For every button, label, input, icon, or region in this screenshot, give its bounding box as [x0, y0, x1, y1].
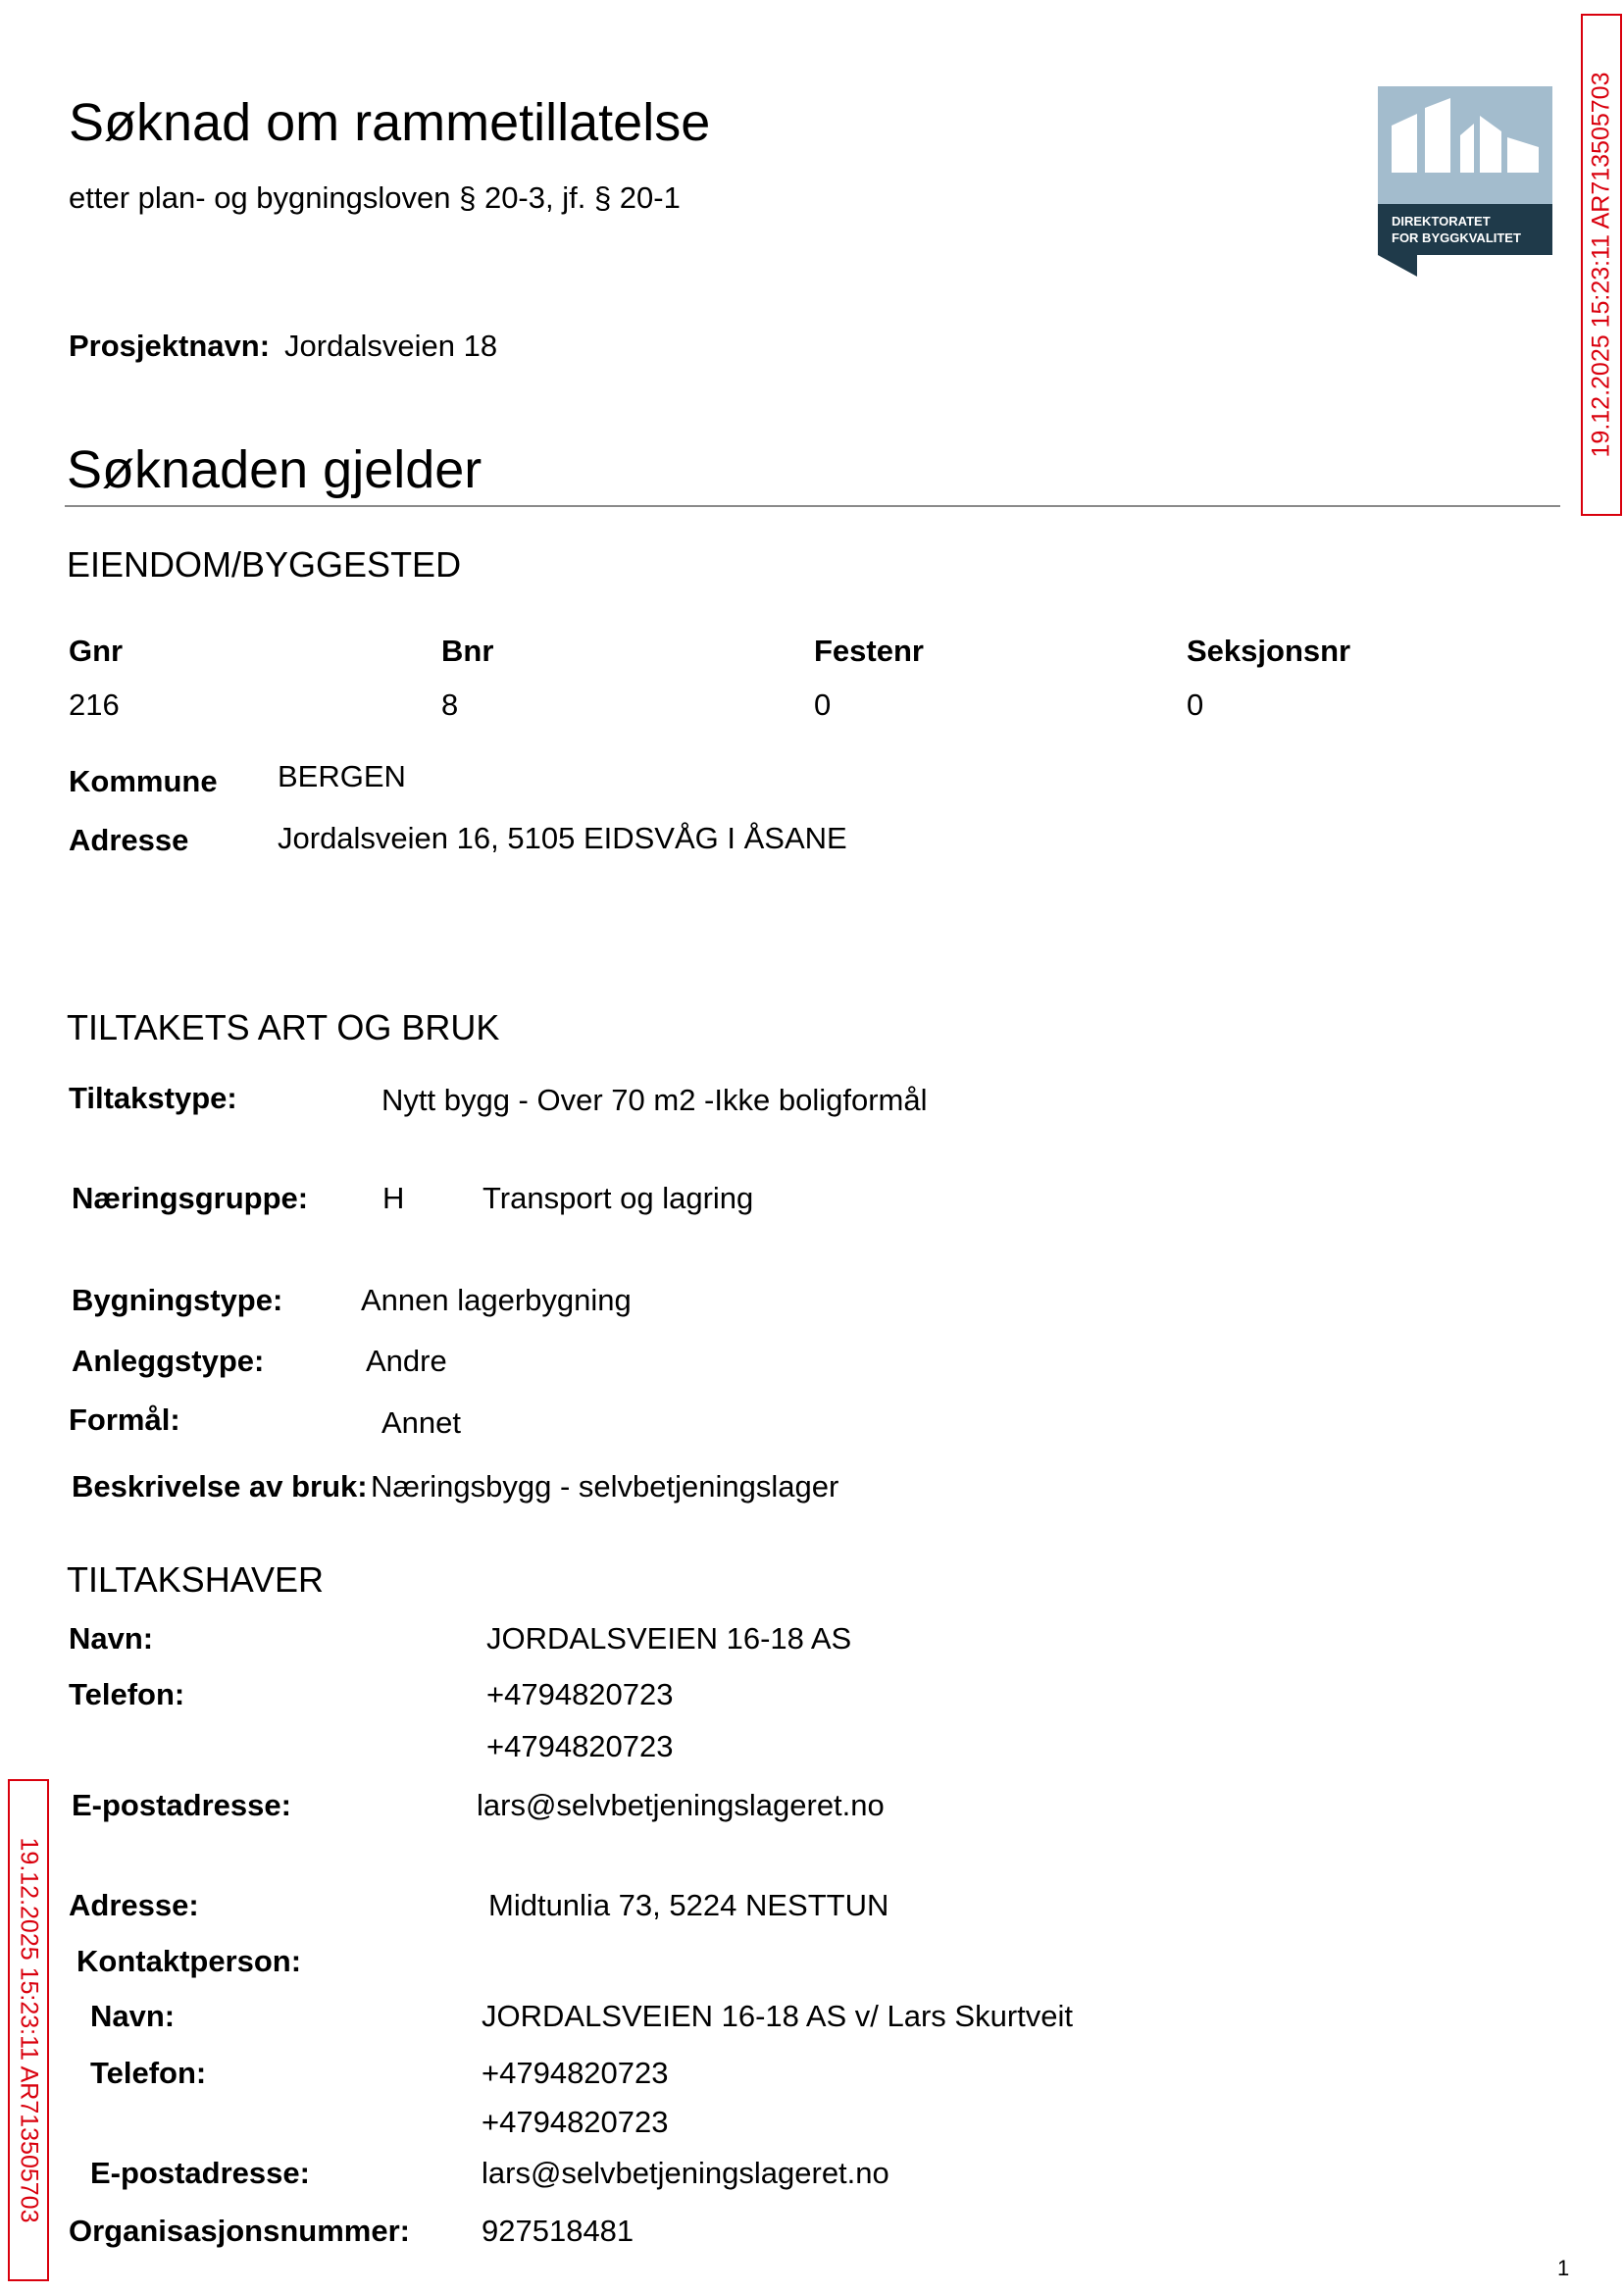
kontakt-telefon-value-2: +4794820723 — [482, 2105, 669, 2139]
tiltakstype-value: Nytt bygg - Over 70 m2 -Ikke boligformål — [381, 1083, 928, 1117]
tiltakshaver-adresse-label: Adresse: — [69, 1888, 199, 1922]
tiltakshaver-epost-label: E-postadresse: — [72, 1788, 291, 1822]
tiltakshaver-telefon-value-1: +4794820723 — [486, 1677, 674, 1711]
logo-lettering-2: FOR BYGGKVALITET — [1392, 230, 1521, 245]
naeringsgruppe-label: Næringsgruppe: — [72, 1181, 309, 1215]
tiltakshaver-navn-value: JORDALSVEIEN 16-18 AS — [486, 1621, 852, 1656]
gnr-label: Gnr — [69, 634, 124, 668]
kontakt-navn-value: JORDALSVEIEN 16-18 AS v/ Lars Skurtveit — [482, 1999, 1074, 2033]
stamp-top-right — [1581, 14, 1622, 516]
seksjonsnr-label: Seksjonsnr — [1187, 634, 1351, 668]
tiltakshaver-adresse-value: Midtunlia 73, 5224 NESTTUN — [488, 1888, 889, 1922]
stamp-text: 19.12.2025 15:23:11 AR713505703 — [15, 1837, 43, 2223]
anleggstype-value: Andre — [366, 1344, 447, 1378]
kontaktperson-label: Kontaktperson: — [76, 1944, 302, 1978]
festenr-value: 0 — [814, 688, 832, 722]
kontakt-telefon-label: Telefon: — [90, 2056, 207, 2090]
kontakt-epost-value: lars@selvbetjeningslageret.no — [482, 2156, 889, 2190]
project-value: Jordalsveien 18 — [284, 329, 498, 363]
page-number: 1 — [1557, 2256, 1570, 2280]
seksjonsnr-value: 0 — [1187, 688, 1204, 722]
naeringsgruppe-code: H — [382, 1181, 405, 1215]
section-divider — [65, 505, 1560, 507]
gnr-value: 216 — [69, 688, 120, 722]
festenr-label: Festenr — [814, 634, 924, 668]
tiltakshaver-telefon-label: Telefon: — [69, 1677, 185, 1711]
tiltakshaver-navn-label: Navn: — [69, 1621, 154, 1656]
dibk-logo — [1378, 86, 1552, 277]
bnr-label: Bnr — [441, 634, 494, 668]
tiltakstype-label: Tiltakstype: — [69, 1081, 237, 1115]
kommune-value: BERGEN — [278, 759, 406, 793]
bygningstype-value: Annen lagerbygning — [361, 1283, 632, 1317]
beskrivelse-value: Næringsbygg - selvbetjeningslager — [371, 1469, 839, 1504]
dibk-logo-graphic — [1378, 86, 1552, 277]
formal-label: Formål: — [69, 1402, 180, 1437]
tiltakshaver-epost-value: lars@selvbetjeningslageret.no — [477, 1788, 885, 1822]
organisasjonsnummer-label: Organisasjonsnummer: — [69, 2214, 410, 2248]
beskrivelse-label: Beskrivelse av bruk: — [72, 1469, 368, 1504]
tiltakshaver-heading: TILTAKSHAVER — [67, 1559, 325, 1600]
bnr-value: 8 — [441, 688, 459, 722]
logo-lettering-1: DIREKTORATET — [1392, 214, 1491, 229]
adresse-label: Adresse — [69, 823, 189, 857]
document-subtitle: etter plan- og bygningsloven § 20-3, jf. § 20-1 — [69, 180, 681, 215]
document-title: Søknad om rammetillatelse — [69, 93, 711, 152]
tiltakshaver-telefon-value-2: +4794820723 — [486, 1729, 674, 1763]
kontakt-telefon-value-1: +4794820723 — [482, 2056, 669, 2090]
adresse-value: Jordalsveien 16, 5105 EIDSVÅG I ÅSANE — [278, 821, 847, 855]
kontakt-navn-label: Navn: — [90, 1999, 176, 2033]
section-heading: Søknaden gjelder — [67, 440, 482, 499]
organisasjonsnummer-value: 927518481 — [482, 2214, 634, 2248]
kontakt-epost-label: E-postadresse: — [90, 2156, 310, 2190]
kommune-label: Kommune — [69, 764, 218, 798]
stamp-text: 19.12.2025 15:23:11 AR713505703 — [1587, 72, 1615, 458]
tiltak-heading: TILTAKETS ART OG BRUK — [67, 1007, 500, 1047]
eiendom-heading: EIENDOM/BYGGESTED — [67, 544, 462, 585]
stamp-bottom-left — [8, 1779, 49, 2281]
bygningstype-label: Bygningstype: — [72, 1283, 283, 1317]
formal-value: Annet — [381, 1405, 462, 1440]
naeringsgruppe-value: Transport og lagring — [482, 1181, 754, 1215]
anleggstype-label: Anleggstype: — [72, 1344, 265, 1378]
project-label: Prosjektnavn: — [69, 329, 271, 363]
